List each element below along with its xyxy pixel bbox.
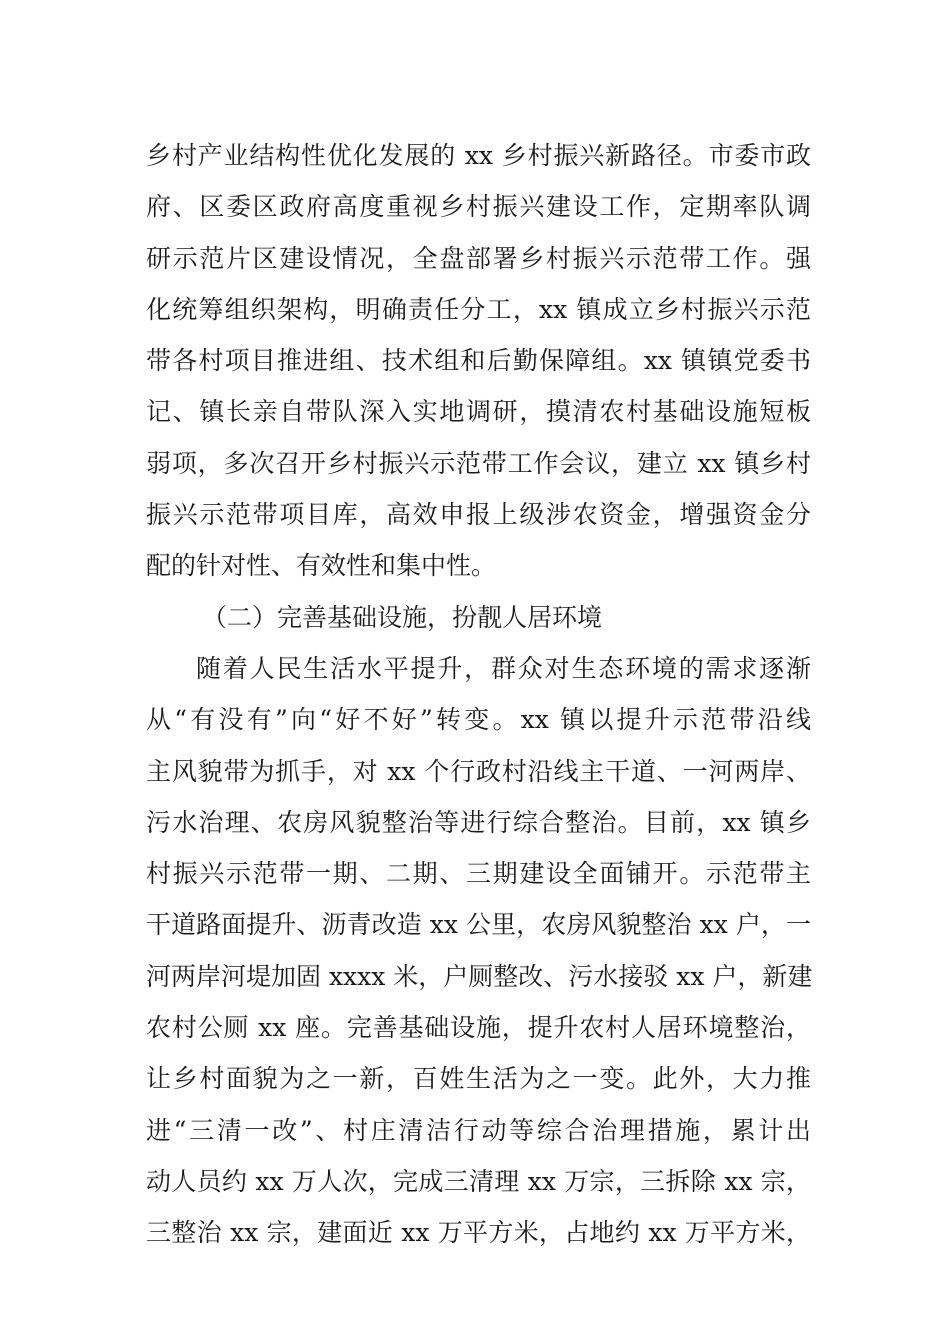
paragraph-line: 让乡村面貌为之一新，百姓生活为之一变。此外，大力推 [146,1064,811,1094]
paragraph-line: 主风貌带为抓手，对 xx 个行政村沿线主干道、一河两岸、 [146,756,811,786]
paragraph-1 [146,130,811,592]
paragraph-line: 三整治 xx 宗，建面近 xx 万平方米，占地约 xx 万平方米， [146,1218,811,1248]
paragraph-line: 配的针对性、有效性和集中性。 [146,551,497,581]
paragraph-2 [146,643,811,1259]
section-heading: （二）完善基础设施，扮靓人居环境 [202,602,603,632]
paragraph-line: 村振兴示范带一期、二期、三期建设全面铺开。示范带主 [146,859,811,889]
paragraph-line: 随着人民生活水平提升，群众对生态环境的需求逐渐 [196,653,811,683]
paragraph-line: 从“有没有”向“好不好”转变。xx 镇以提升示范带沿线 [146,705,811,735]
paragraph-line: 乡村产业结构性优化发展的 xx 乡村振兴新路径。市委市政 [146,141,811,170]
paragraph-line: 记、镇长亲自带队深入实地调研，摸清农村基础设施短板 [146,397,811,427]
paragraph-line: 河两岸河堤加固 xxxx 米，户厕整改、污水接驳 xx 户，新建 [146,961,813,991]
paragraph-line: 农村公厕 xx 座。完善基础设施，提升农村人居环境整治， [146,1013,811,1043]
paragraph-line: 府、区委区政府高度重视乡村振兴建设工作，定期率队调 [146,192,811,222]
paragraph-line: 振兴示范带项目库，高效申报上级涉农资金，增强资金分 [146,500,811,530]
document-body [146,130,811,1259]
paragraph-line: 带各村项目推进组、技术组和后勤保障组。xx 镇镇党委书 [146,346,811,376]
paragraph-line: 化统筹组织架构，明确责任分工，xx 镇成立乡村振兴示范 [146,294,811,324]
paragraph-line: 弱项，多次召开乡村振兴示范带工作会议，建立 xx 镇乡村 [146,448,811,478]
paragraph-line: 动人员约 xx 万人次，完成三清理 xx 万宗，三拆除 xx 宗， [146,1166,811,1196]
paragraph-line: 进“三清一改”、村庄清洁行动等综合治理措施，累计出 [146,1115,811,1145]
paragraph-line: 污水治理、农房风貌整治等进行综合整治。目前，xx 镇乡 [146,807,811,837]
paragraph-line: 干道路面提升、沥青改造 xx 公里，农房风貌整治 xx 户，一 [146,910,811,940]
paragraph-line: 研示范片区建设情况，全盘部署乡村振兴示范带工作。强 [146,243,811,273]
